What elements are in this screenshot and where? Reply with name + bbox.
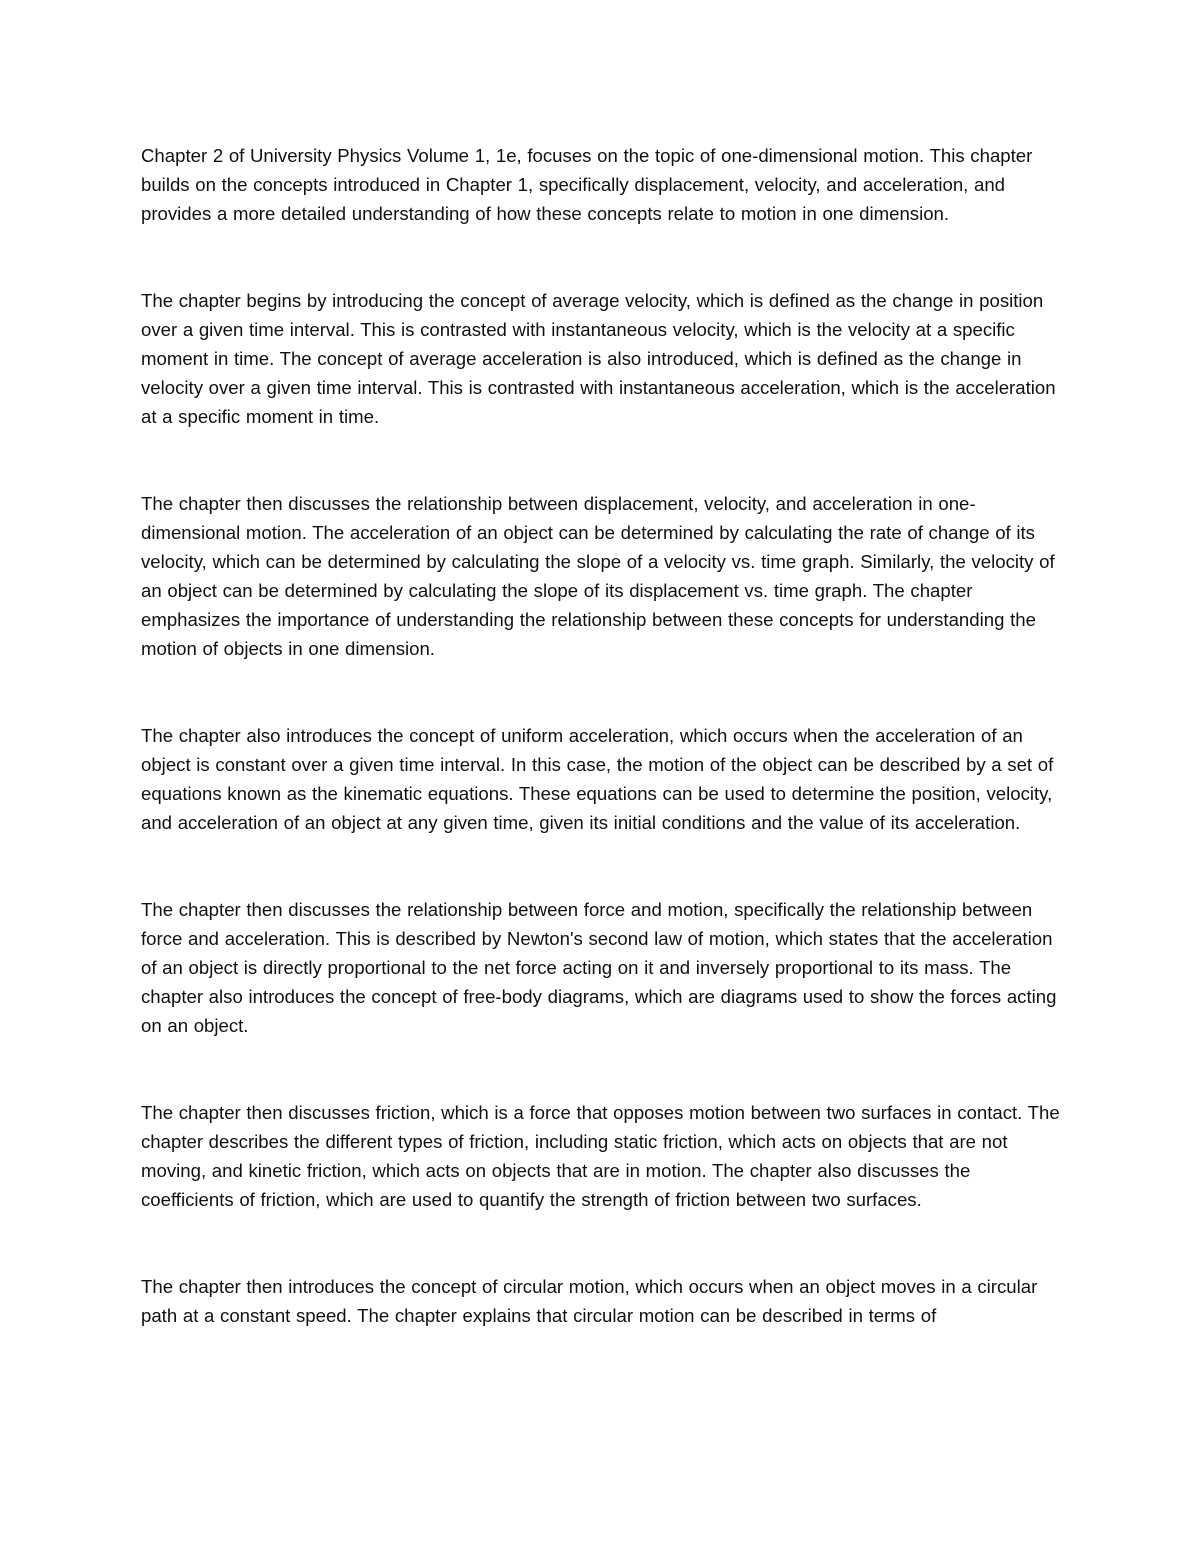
document-body <box>141 141 1063 1388</box>
paragraph-1: Chapter 2 of University Physics Volume 1, 1e, focuses on the topic of one-dimensional motion. This chapter builds on the concepts introduced in Chapter 1, specifically displacement, velocity, and acceleration, and provides a more detailed understanding of how these concepts relate to motion in one dimension. <box>141 145 1033 224</box>
paragraph-3: The chapter then discusses the relationship between displacement, velocity, and acceleration in one-dimensional motion. The acceleration of an object can be determined by calculating the rate of change of its velocity, which can be determined by calculating the slope of a velocity vs. time graph. Similarly, the velocity of an object can be determined by calculating the slope of its displacement vs. time graph. The chapter emphasizes the importance of understanding the relationship between these concepts for understanding the motion of objects in one dimension. <box>141 493 1055 659</box>
paragraph-6: The chapter then discusses friction, which is a force that opposes motion between two surfaces in contact. The chapter describes the different types of friction, including static friction, which acts on objects that are not moving, and kinetic friction, which acts on objects that are in motion. The chapter also discusses the coefficients of friction, which are used to quantify the strength of friction between two surfaces. <box>141 1102 1060 1210</box>
paragraph-2: The chapter begins by introducing the concept of average velocity, which is defined as the change in position over a given time interval. This is contrasted with instantaneous velocity, which is the velocity at a specific moment in time. The concept of average acceleration is also introduced, which is defined as the change in velocity over a given time interval. This is contrasted with instantaneous acceleration, which is the acceleration at a specific moment in time. <box>141 290 1056 427</box>
paragraph-7: The chapter then introduces the concept of circular motion, which occurs when an object moves in a circular path at a constant speed. The chapter explains that circular motion can be described in terms of <box>141 1276 1038 1326</box>
paragraph-4: The chapter also introduces the concept of uniform acceleration, which occurs when the acceleration of an object is constant over a given time interval. In this case, the motion of the object can be described by a set of equations known as the kinematic equations. These equations can be used to determine the position, velocity, and acceleration of an object at any given time, given its initial conditions and the value of its acceleration. <box>141 725 1054 833</box>
paragraph-5: The chapter then discusses the relationship between force and motion, specifically the relationship between force and acceleration. This is described by Newton's second law of motion, which states that the acceleration of an object is directly proportional to the net force acting on it and inversely proportional to its mass. The chapter also introduces the concept of free-body diagrams, which are diagrams used to show the forces acting on an object. <box>141 899 1057 1036</box>
